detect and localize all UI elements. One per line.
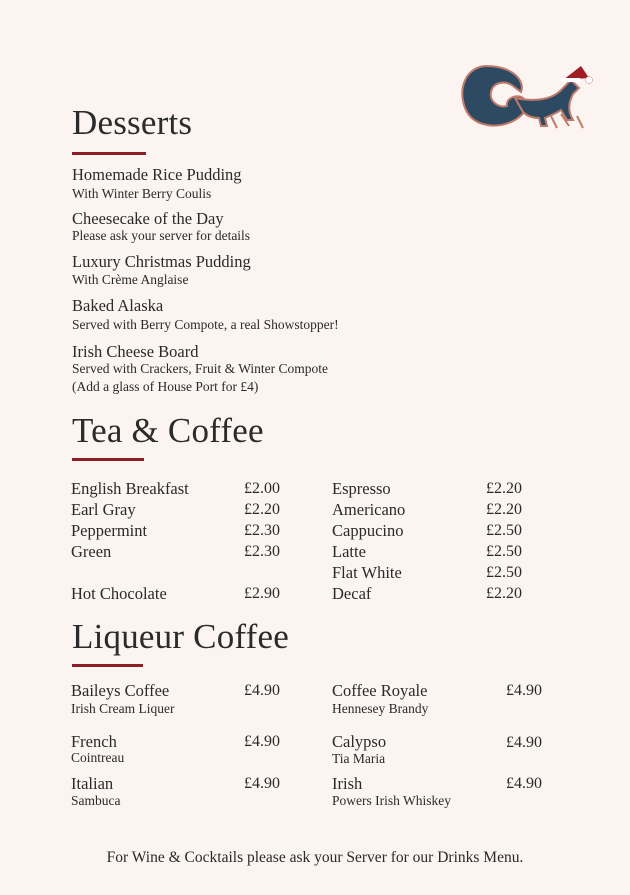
- dessert-item-name: Homemade Rice Pudding: [72, 165, 242, 184]
- desserts-underline: [72, 152, 146, 155]
- dessert-item-name: Irish Cheese Board: [72, 342, 199, 361]
- tea-item-price: £2.30: [244, 543, 280, 560]
- dessert-item-desc: With Winter Berry Coulis: [72, 186, 212, 201]
- desserts-title: Desserts: [72, 103, 193, 142]
- liqueur-item-sub: Sambuca: [71, 793, 121, 808]
- liqueur-item-sub: Irish Cream Liquer: [71, 701, 175, 716]
- coffee-item-name: Decaf: [332, 584, 372, 603]
- liqueur-item-price: £4.90: [244, 733, 280, 750]
- liqueur-item-sub: Tia Maria: [332, 751, 386, 766]
- footer-note: For Wine & Cocktails please ask your Server for our Drinks Menu.: [106, 849, 524, 866]
- tea-item-name: Green: [71, 542, 112, 561]
- coffee-item-price: £2.20: [486, 585, 522, 602]
- coffee-item-price: £2.50: [486, 564, 522, 581]
- liqueur-item-name: Italian: [71, 774, 114, 793]
- tea-item-name: Peppermint: [71, 521, 148, 540]
- tea-item-price: £2.30: [244, 522, 280, 539]
- tea-item-price: £2.90: [244, 585, 280, 602]
- liqueur-item-price: £4.90: [506, 682, 542, 699]
- dessert-item-desc: With Crème Anglaise: [72, 272, 189, 287]
- liqueur-item-price: £4.90: [244, 775, 280, 792]
- coffee-item-price: £2.20: [486, 501, 522, 518]
- coffee-item-name: Cappucino: [332, 521, 404, 540]
- dessert-item-name: Baked Alaska: [72, 296, 164, 315]
- dessert-item-name: Luxury Christmas Pudding: [72, 252, 251, 271]
- liqueur-coffee-underline: [72, 664, 143, 667]
- tea-item-price: £2.20: [244, 501, 280, 518]
- liqueur-item-name: Coffee Royale: [332, 681, 428, 700]
- tea-coffee-title: Tea & Coffee: [72, 411, 264, 450]
- liqueur-item-price: £4.90: [506, 734, 542, 751]
- tea-item-name: English Breakfast: [71, 479, 189, 498]
- fox-santa-hat-icon: [455, 58, 595, 141]
- coffee-item-name: Americano: [332, 500, 406, 519]
- coffee-item-name: Latte: [332, 542, 366, 561]
- liqueur-item-name: French: [71, 732, 117, 751]
- tea-item-name: Hot Chocolate: [71, 584, 167, 603]
- liqueur-item-price: £4.90: [244, 682, 280, 699]
- coffee-item-price: £2.50: [486, 522, 522, 539]
- dessert-item-name: Cheesecake of the Day: [72, 209, 224, 228]
- dessert-item-desc: Served with Crackers, Fruit & Winter Compote: [72, 361, 329, 376]
- tea-item-name: Earl Gray: [71, 500, 136, 519]
- coffee-item-name: Flat White: [332, 563, 402, 582]
- dessert-item-desc: Served with Berry Compote, a real Showstopper!: [72, 317, 339, 332]
- liqueur-item-name: Irish: [332, 774, 363, 793]
- liqueur-item-sub: Powers Irish Whiskey: [332, 793, 451, 808]
- liqueur-item-price: £4.90: [506, 775, 542, 792]
- dessert-item-desc: Please ask your server for details: [72, 228, 251, 243]
- coffee-item-price: £2.50: [486, 543, 522, 560]
- liqueur-item-name: Baileys Coffee: [71, 681, 170, 700]
- dessert-item-desc: (Add a glass of House Port for £4): [72, 379, 259, 394]
- liqueur-coffee-title: Liqueur Coffee: [72, 617, 289, 656]
- tea-item-price: £2.00: [244, 480, 280, 497]
- liqueur-item-sub: Hennesey Brandy: [332, 701, 429, 716]
- coffee-item-name: Espresso: [332, 479, 391, 498]
- liqueur-item-sub: Cointreau: [71, 750, 125, 765]
- tea-coffee-underline: [72, 458, 144, 461]
- liqueur-item-name: Calypso: [332, 732, 387, 751]
- coffee-item-price: £2.20: [486, 480, 522, 497]
